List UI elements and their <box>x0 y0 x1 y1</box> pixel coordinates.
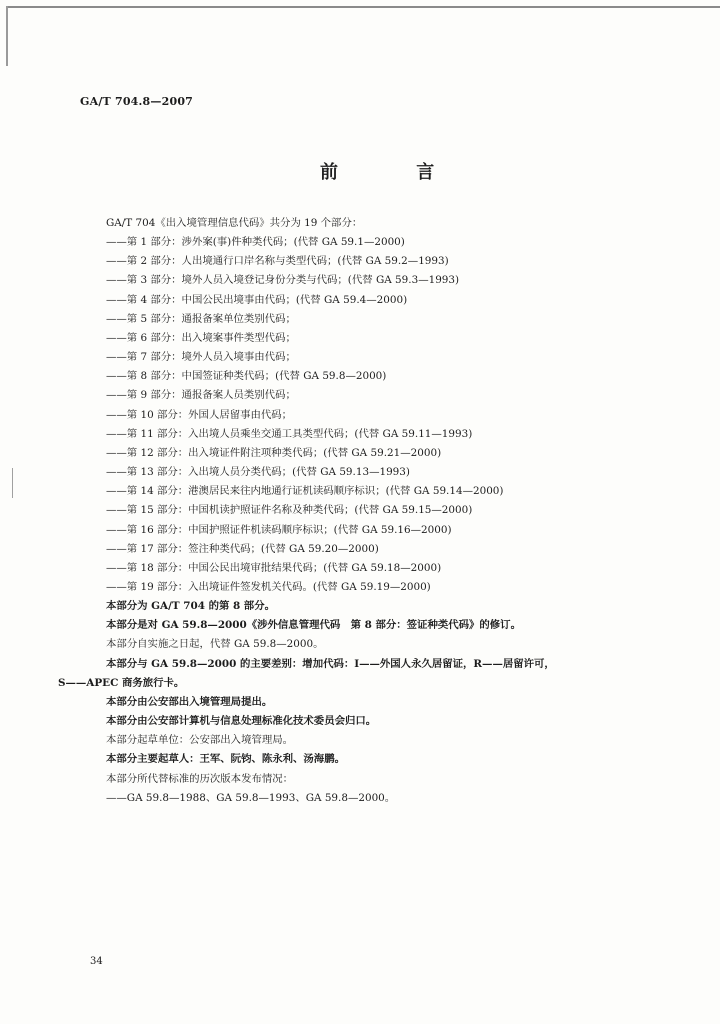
centralizer-paragraph: 本部分由公安部计算机与信息处理标准化技术委员会归口。 <box>106 715 377 728</box>
document-body <box>58 214 650 808</box>
part-item: ——第 12 部分：出入境证件附注项种类代码；(代替 GA 59.21—2000) <box>106 446 442 459</box>
diff-paragraph-continued: S——APEC 商务旅行卡。 <box>58 676 185 689</box>
part-item: ——第 17 部分：签注种类代码；(代替 GA 59.20—2000) <box>106 542 379 555</box>
part-item: ——第 11 部分：入出境人员乘坐交通工具类型代码；(代替 GA 59.11—1993) <box>106 427 473 440</box>
drafters-paragraph: 本部分主要起草人：王军、阮钧、陈永利、汤海鹏。 <box>106 753 345 766</box>
part-item: ——第 7 部分：境外人员入境事由代码； <box>106 351 296 364</box>
part-item: ——第 10 部分：外国人居留事由代码； <box>106 408 293 421</box>
standard-number: GA/T 704.8—2007 <box>80 95 194 108</box>
part-item: ——第 15 部分：中国机读护照证件名称及种类代码；(代替 GA 59.15—2000) <box>106 504 473 517</box>
part-item: ——第 6 部分：出入境案事件类型代码； <box>106 331 296 344</box>
diff-paragraph: 本部分与 GA 59.8—2000 的主要差别：增加代码：I——外国人永久居留证，R——居留许可， <box>106 657 555 670</box>
part-item: ——第 14 部分：港澳居民来往内地通行证机读码顺序标识；(代替 GA 59.14—2000) <box>106 485 504 498</box>
scan-border-left <box>6 6 8 66</box>
part-item: ——第 2 部分：人出境通行口岸名称与类型代码；(代替 GA 59.2—1993) <box>106 255 449 268</box>
scan-mark <box>12 468 13 498</box>
part-item: ——第 1 部分：涉外案(事)件种类代码；(代替 GA 59.1—2000) <box>106 236 405 249</box>
part-item: ——第 16 部分：中国护照证件机读码顺序标识；(代替 GA 59.16—2000) <box>106 523 452 536</box>
intro-line: GA/T 704《出入境管理信息代码》共分为 19 个部分： <box>106 217 363 229</box>
proposer-paragraph: 本部分由公安部出入境管理局提出。 <box>106 695 273 708</box>
drafter-unit-paragraph: 本部分起草单位：公安部出入境管理局。 <box>106 734 294 747</box>
history-label: 本部分所代替标准的历次版本发布情况： <box>106 772 294 785</box>
replace-paragraph: 本部分自实施之日起，代替 GA 59.8—2000。 <box>106 638 324 651</box>
part-item: ——第 4 部分：中国公民出境事由代码；(代替 GA 59.4—2000) <box>106 293 408 306</box>
history-list: ——GA 59.8—1988、GA 59.8—1993、GA 59.8—2000。 <box>106 791 396 804</box>
part-item: ——第 8 部分：中国签证种类代码；(代替 GA 59.8—2000) <box>106 370 387 383</box>
revision-paragraph: 本部分是对 GA 59.8—2000《涉外信息管理代码 第 8 部分：签证种类代码》的修订。 <box>106 619 521 632</box>
page-title: 前 言 <box>320 162 471 183</box>
page-number: 34 <box>90 956 103 967</box>
part-item: ——第 9 部分：通报备案人员类别代码； <box>106 389 296 402</box>
scan-border-top <box>6 6 720 8</box>
part-item: ——第 3 部分：境外人员入境登记身份分类与代码；(代替 GA 59.3—1993) <box>106 274 460 287</box>
part-item: ——第 13 部分：入出境人员分类代码；(代替 GA 59.13—1993) <box>106 466 410 479</box>
part-item: ——第 5 部分：通报备案单位类别代码； <box>106 312 296 325</box>
part-of-paragraph: 本部分为 GA/T 704 的第 8 部分。 <box>106 600 275 613</box>
part-item: ——第 18 部分：中国公民出境审批结果代码；(代替 GA 59.18—2000) <box>106 561 442 574</box>
part-item: ——第 19 部分：入出境证件签发机关代码。(代替 GA 59.19—2000) <box>106 580 431 593</box>
